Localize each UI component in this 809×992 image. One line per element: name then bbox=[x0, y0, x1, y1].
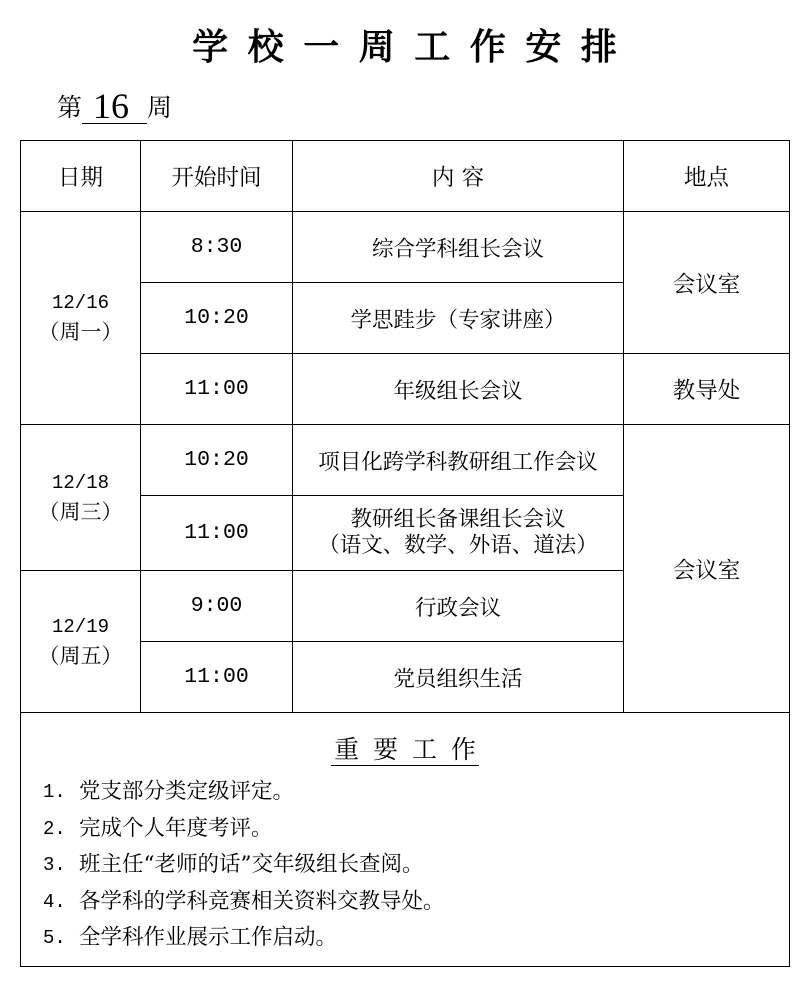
important-work-list bbox=[21, 774, 789, 957]
date-cell bbox=[21, 212, 141, 425]
header-date: 日期 bbox=[21, 141, 141, 212]
header-start-time: 开始时间 bbox=[141, 141, 293, 212]
content-cell bbox=[293, 496, 624, 571]
important-work-section bbox=[21, 713, 790, 967]
header-content: 内 容 bbox=[293, 141, 624, 212]
list-item bbox=[21, 811, 789, 848]
location-cell: 教导处 bbox=[624, 354, 790, 425]
item-number: 3. bbox=[43, 854, 66, 876]
date-text: 12/18 bbox=[51, 471, 109, 494]
header-location: 地点 bbox=[624, 141, 790, 212]
date-cell bbox=[21, 425, 141, 571]
list-item bbox=[21, 774, 789, 811]
weekday-text: （周一） bbox=[38, 320, 123, 344]
item-text: 全学科作业展示工作启动。 bbox=[79, 925, 338, 950]
time-cell: 10:20 bbox=[141, 283, 293, 354]
content-cell: 项目化跨学科教研组工作会议 bbox=[293, 425, 624, 496]
week-number-line bbox=[57, 86, 172, 124]
time-cell: 11:00 bbox=[141, 354, 293, 425]
time-cell: 8:30 bbox=[141, 212, 293, 283]
list-item bbox=[21, 847, 789, 884]
content-line-1: 教研组长备课组长会议 bbox=[350, 507, 566, 532]
document-title: 学 校 一 周 工 作 安 排 bbox=[192, 26, 621, 68]
content-cell: 综合学科组长会议 bbox=[293, 212, 624, 283]
week-number: 16 bbox=[82, 89, 147, 124]
table-row bbox=[21, 425, 790, 496]
important-work-heading-wrap bbox=[21, 735, 789, 766]
table-row bbox=[21, 212, 790, 283]
item-number: 5. bbox=[43, 927, 66, 949]
item-text: 各学科的学科竞赛相关资料交教导处。 bbox=[79, 888, 445, 914]
item-text: 完成个人年度考评。 bbox=[79, 815, 273, 841]
schedule-table bbox=[20, 140, 790, 967]
item-number: 4. bbox=[43, 890, 66, 913]
content-cell: 学思跬步（专家讲座） bbox=[293, 283, 624, 354]
content-cell: 党员组织生活 bbox=[293, 642, 624, 713]
date-text: 12/16 bbox=[51, 292, 109, 314]
date-text: 12/19 bbox=[51, 615, 109, 638]
location-cell: 会议室 bbox=[624, 212, 790, 354]
time-cell: 11:00 bbox=[141, 642, 293, 713]
weekday-text: （周三） bbox=[38, 499, 123, 524]
item-number: 1. bbox=[43, 781, 66, 803]
week-prefix: 第 bbox=[57, 93, 83, 122]
item-number: 2. bbox=[43, 817, 66, 840]
time-cell: 11:00 bbox=[141, 496, 293, 571]
list-item bbox=[21, 884, 789, 921]
week-suffix: 周 bbox=[147, 93, 173, 122]
item-text: 党支部分类定级评定。 bbox=[79, 779, 295, 804]
item-text: 班主任“老师的话”交年级组长查阅。 bbox=[79, 852, 424, 877]
list-item bbox=[21, 920, 789, 957]
important-work-heading: 重 要 工 作 bbox=[331, 735, 479, 766]
content-line-2: （语文、数学、外语、道法） bbox=[318, 533, 598, 558]
location-cell: 会议室 bbox=[624, 425, 790, 713]
content-cell: 年级组长会议 bbox=[293, 354, 624, 425]
date-cell bbox=[21, 571, 141, 713]
weekday-text: （周五） bbox=[38, 643, 123, 668]
time-cell: 9:00 bbox=[141, 571, 293, 642]
important-work-row bbox=[21, 713, 790, 967]
content-cell: 行政会议 bbox=[293, 571, 624, 642]
table-header-row bbox=[21, 141, 790, 212]
time-cell: 10:20 bbox=[141, 425, 293, 496]
